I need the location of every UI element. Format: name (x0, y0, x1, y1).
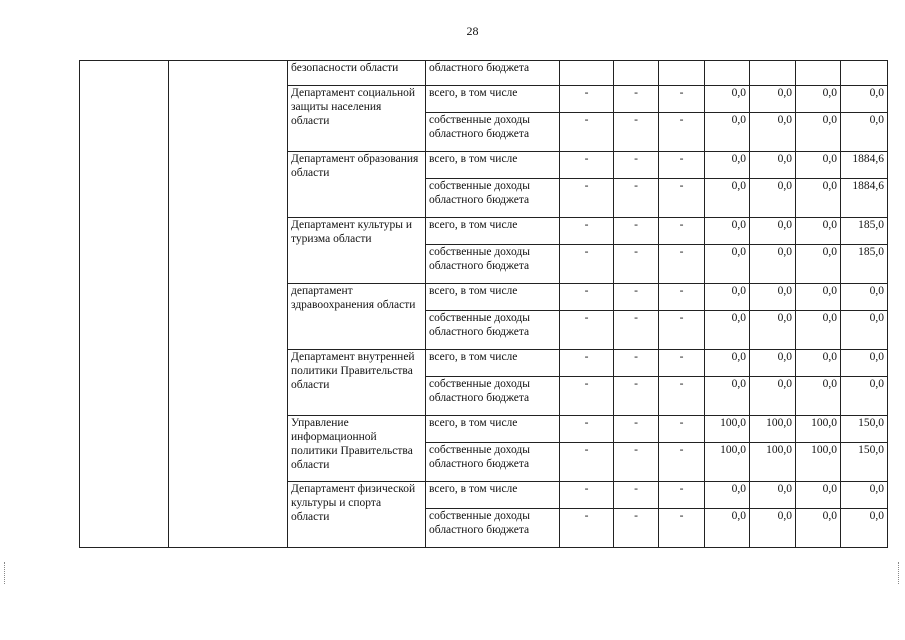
value-cell: 0,0 (750, 482, 796, 509)
value-cell: 0,0 (796, 284, 841, 311)
value-cell: 100,0 (705, 416, 750, 443)
value-cell: 1884,6 (841, 179, 888, 218)
value-cell: 0,0 (750, 179, 796, 218)
value-cell: 0,0 (705, 179, 750, 218)
value-cell: 0,0 (750, 86, 796, 113)
value-cell: - (560, 152, 614, 179)
value-cell: 0,0 (841, 350, 888, 377)
value-cell: 0,0 (796, 113, 841, 152)
value-cell: 0,0 (705, 284, 750, 311)
value-cell: - (659, 86, 705, 113)
value-cell: 0,0 (796, 152, 841, 179)
value-cell: 100,0 (705, 443, 750, 482)
department-cell: Управление информационной политики Правительства области (288, 416, 426, 482)
department-cell: Департамент физической культуры и спорта области (288, 482, 426, 548)
value-cell: - (560, 218, 614, 245)
value-cell: 0,0 (841, 113, 888, 152)
value-cell: 0,0 (796, 377, 841, 416)
value-cell: 0,0 (705, 377, 750, 416)
value-cell: 150,0 (841, 443, 888, 482)
department-cell: безопасности области (288, 61, 426, 86)
value-cell: - (614, 482, 659, 509)
value-cell: 0,0 (705, 152, 750, 179)
value-cell: - (659, 509, 705, 548)
funding-kind-cell: собственные доходы областного бюджета (426, 443, 560, 482)
value-cell: - (659, 284, 705, 311)
value-cell: 0,0 (705, 113, 750, 152)
value-cell: - (614, 86, 659, 113)
value-cell: - (560, 509, 614, 548)
value-cell: - (659, 179, 705, 218)
funding-kind-cell: всего, в том числе (426, 350, 560, 377)
value-cell: - (614, 350, 659, 377)
value-cell: - (614, 311, 659, 350)
value-cell: - (614, 416, 659, 443)
scan-margin-mark (4, 562, 7, 584)
value-cell: 0,0 (750, 377, 796, 416)
value-cell: 0,0 (705, 482, 750, 509)
value-cell: 100,0 (796, 416, 841, 443)
value-cell: - (659, 416, 705, 443)
value-cell: - (614, 218, 659, 245)
value-cell: 0,0 (841, 284, 888, 311)
value-cell (796, 61, 841, 86)
value-cell: 0,0 (705, 245, 750, 284)
value-cell: 0,0 (796, 509, 841, 548)
value-cell: 0,0 (796, 86, 841, 113)
value-cell: 0,0 (705, 350, 750, 377)
funding-kind-cell: собственные доходы областного бюджета (426, 245, 560, 284)
funding-kind-cell: собственные доходы областного бюджета (426, 509, 560, 548)
value-cell: 1884,6 (841, 152, 888, 179)
funding-kind-cell: всего, в том числе (426, 86, 560, 113)
value-cell: - (614, 377, 659, 416)
value-cell: 0,0 (796, 218, 841, 245)
department-cell: Департамент культуры и туризма области (288, 218, 426, 284)
funding-kind-cell: всего, в том числе (426, 482, 560, 509)
value-cell (750, 61, 796, 86)
funding-kind-cell: собственные доходы областного бюджета (426, 179, 560, 218)
value-cell (614, 61, 659, 86)
value-cell: 0,0 (750, 350, 796, 377)
value-cell: 100,0 (750, 443, 796, 482)
value-cell: 0,0 (750, 509, 796, 548)
value-cell: 0,0 (750, 245, 796, 284)
budget-table (79, 60, 888, 548)
scan-margin-mark (898, 562, 901, 584)
value-cell: 0,0 (750, 113, 796, 152)
value-cell: - (614, 509, 659, 548)
value-cell: - (560, 350, 614, 377)
value-cell: 0,0 (705, 311, 750, 350)
value-cell (705, 61, 750, 86)
funding-kind-cell: собственные доходы областного бюджета (426, 377, 560, 416)
value-cell: 0,0 (841, 482, 888, 509)
value-cell: - (659, 350, 705, 377)
value-cell: - (614, 179, 659, 218)
empty-column-2 (169, 61, 288, 548)
funding-kind-cell: всего, в том числе (426, 416, 560, 443)
value-cell: - (614, 113, 659, 152)
value-cell (841, 61, 888, 86)
department-cell: Департамент образования области (288, 152, 426, 218)
funding-kind-cell: собственные доходы областного бюджета (426, 311, 560, 350)
funding-kind-cell: всего, в том числе (426, 284, 560, 311)
value-cell: - (659, 152, 705, 179)
value-cell: 0,0 (841, 311, 888, 350)
value-cell: 0,0 (796, 311, 841, 350)
value-cell: 0,0 (841, 86, 888, 113)
value-cell: - (659, 443, 705, 482)
value-cell: 100,0 (750, 416, 796, 443)
value-cell: - (560, 86, 614, 113)
value-cell: - (614, 443, 659, 482)
value-cell: 185,0 (841, 245, 888, 284)
empty-column-1 (80, 61, 169, 548)
value-cell: 150,0 (841, 416, 888, 443)
table-body (80, 61, 888, 548)
value-cell: 0,0 (750, 218, 796, 245)
table-row (80, 61, 888, 86)
value-cell: - (659, 311, 705, 350)
value-cell: 0,0 (750, 284, 796, 311)
value-cell: - (560, 113, 614, 152)
department-cell: департамент здравоохранения области (288, 284, 426, 350)
value-cell: - (560, 245, 614, 284)
value-cell: - (560, 284, 614, 311)
department-cell: Департамент социальной защиты населения области (288, 86, 426, 152)
value-cell: - (614, 245, 659, 284)
value-cell: - (560, 482, 614, 509)
value-cell (560, 61, 614, 86)
funding-kind-cell: всего, в том числе (426, 218, 560, 245)
value-cell (659, 61, 705, 86)
value-cell: - (659, 218, 705, 245)
value-cell: - (560, 179, 614, 218)
value-cell: - (560, 443, 614, 482)
value-cell: - (659, 245, 705, 284)
value-cell: - (560, 416, 614, 443)
value-cell: - (614, 284, 659, 311)
funding-kind-cell: всего, в том числе (426, 152, 560, 179)
value-cell: 0,0 (841, 377, 888, 416)
page-number: 28 (466, 24, 479, 38)
value-cell: - (659, 482, 705, 509)
value-cell: 0,0 (750, 311, 796, 350)
value-cell: - (614, 152, 659, 179)
value-cell: 0,0 (841, 509, 888, 548)
funding-kind-cell: областного бюджета (426, 61, 560, 86)
value-cell: 0,0 (750, 152, 796, 179)
value-cell: 0,0 (705, 218, 750, 245)
department-cell: Департамент внутренней политики Правительства области (288, 350, 426, 416)
value-cell: - (659, 377, 705, 416)
value-cell: - (560, 311, 614, 350)
funding-kind-cell: собственные доходы областного бюджета (426, 113, 560, 152)
value-cell: 0,0 (705, 509, 750, 548)
value-cell: 0,0 (796, 482, 841, 509)
value-cell: 0,0 (796, 179, 841, 218)
value-cell: 0,0 (796, 245, 841, 284)
value-cell: 0,0 (796, 350, 841, 377)
value-cell: 100,0 (796, 443, 841, 482)
value-cell: - (560, 377, 614, 416)
value-cell: 0,0 (705, 86, 750, 113)
value-cell: 185,0 (841, 218, 888, 245)
value-cell: - (659, 113, 705, 152)
